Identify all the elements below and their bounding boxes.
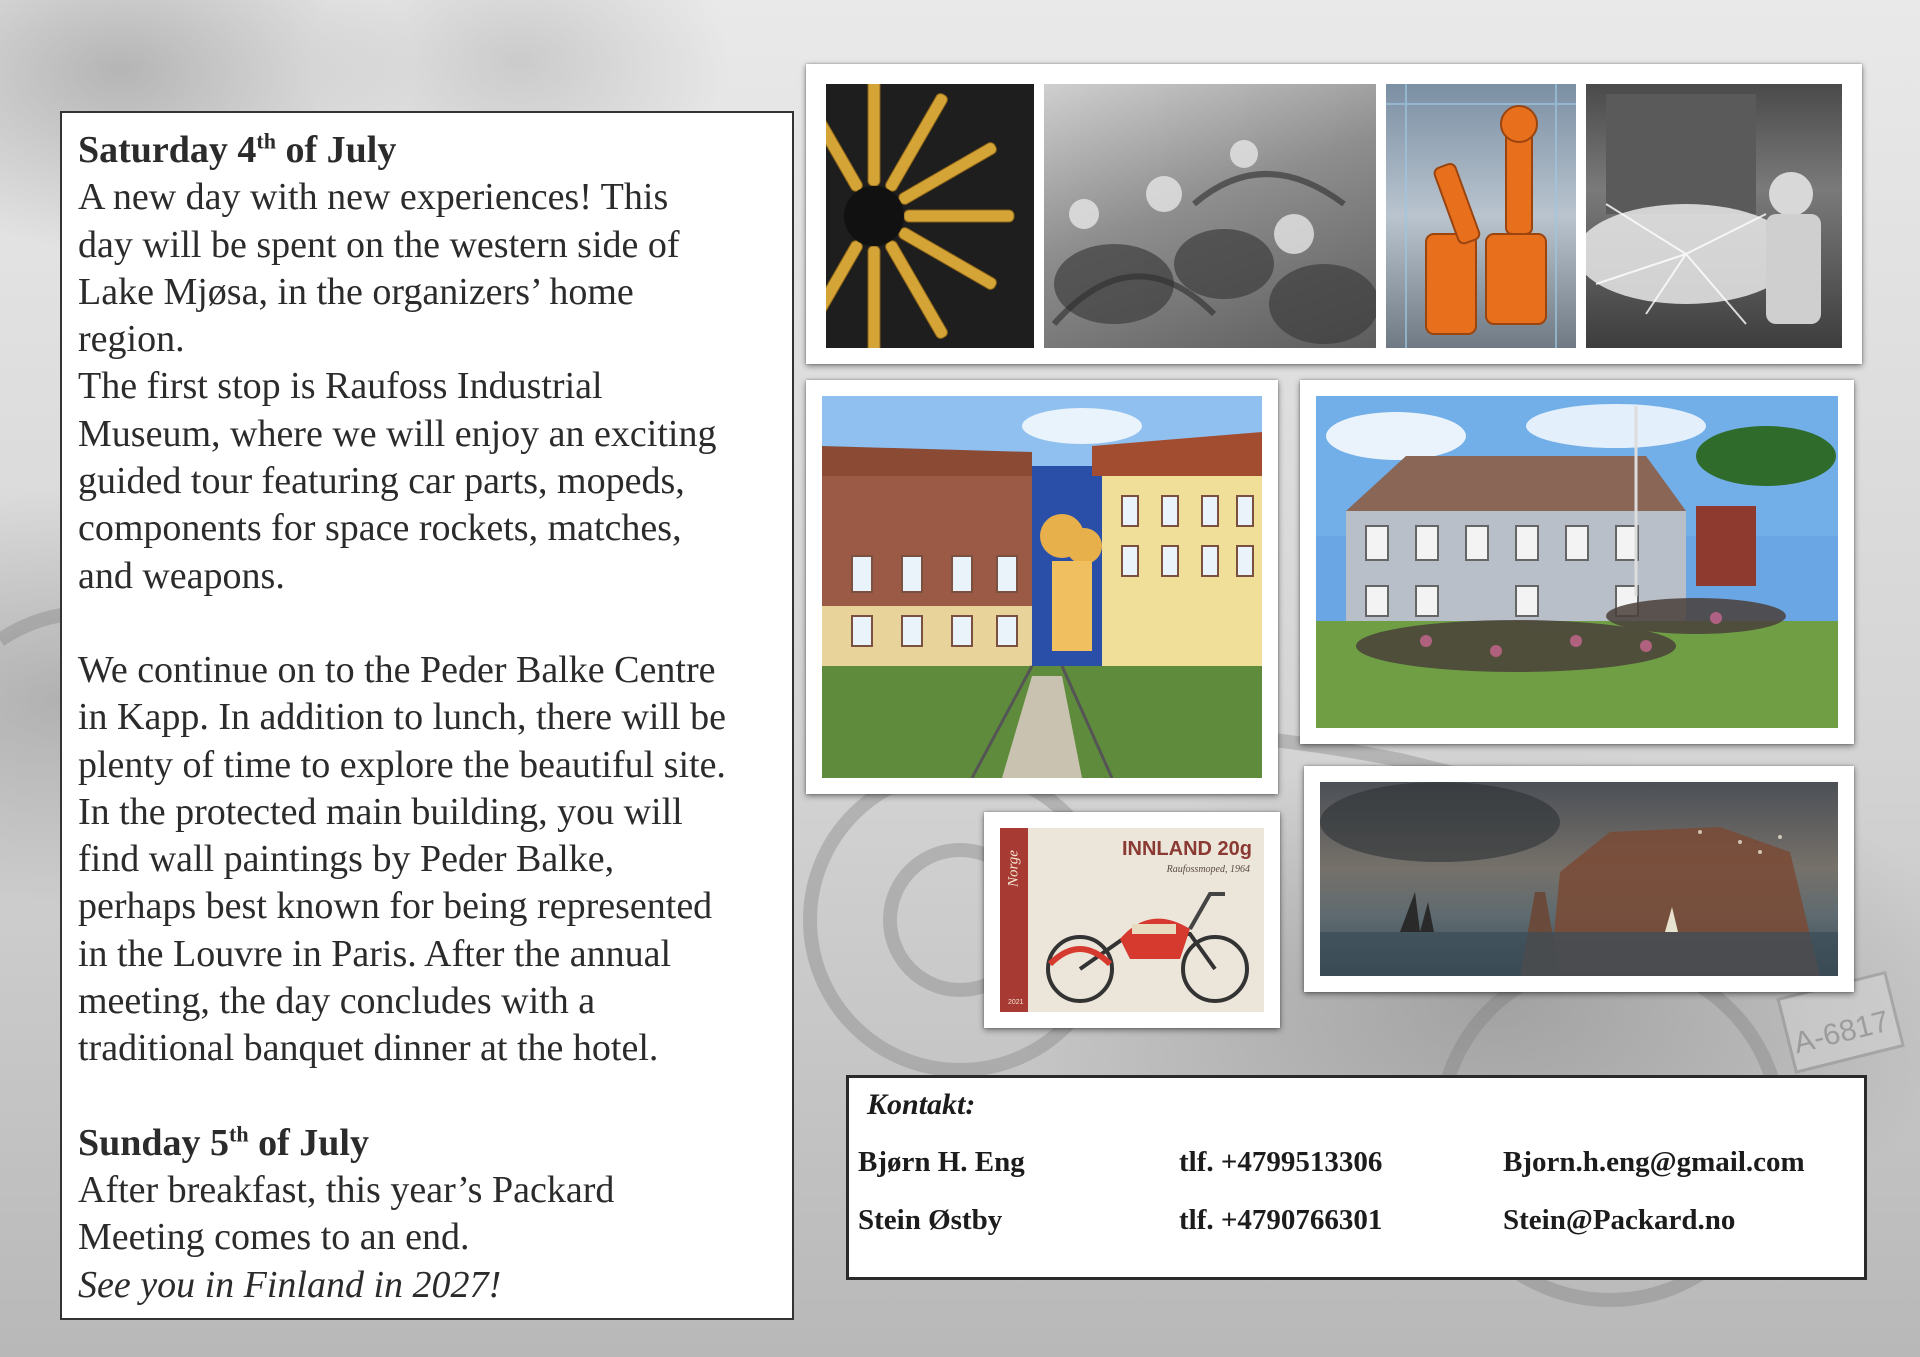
stamp-frame — [984, 812, 1280, 1028]
saturday-text-line: Lake Mjøsa, in the organizers’ home — [78, 270, 634, 313]
contact-name: Bjørn H. Eng — [858, 1146, 1025, 1178]
saturday-text-line: In the protected main building, you will — [78, 790, 683, 833]
saturday-text-line: perhaps best known for being represented — [78, 885, 713, 928]
saturday-text-line: traditional banquet dinner at the hotel. — [78, 1027, 659, 1070]
saturday-text-line: We continue on to the Peder Balke Centre — [78, 648, 716, 691]
saturday-text-line: in Kapp. In addition to lunch, there will be — [78, 696, 726, 739]
saturday-text-line: find wall paintings by Peder Balke, — [78, 838, 615, 881]
saturday-text-line: and weapons. — [78, 554, 285, 597]
balke-painting-frame — [1304, 766, 1854, 992]
saturday-text-line: day will be spent on the western side of — [78, 223, 680, 266]
saturday-text-line: components for space rockets, matches, — [78, 507, 682, 550]
program-text-box — [60, 111, 794, 1320]
saturday-text-line: in the Louvre in Paris. After the annual — [78, 932, 672, 975]
factory-workers-photo — [1044, 84, 1376, 348]
sunday-text-line: Meeting comes to an end. — [78, 1216, 470, 1259]
saturday-text-line: guided tour featuring car parts, mopeds, — [78, 460, 685, 503]
industrial-robots-photo — [1386, 84, 1576, 348]
contact-email[interactable]: Bjorn.h.eng@gmail.com — [1503, 1146, 1805, 1178]
saturday-text-line: The first stop is Raufoss Industrial — [78, 365, 603, 408]
contact-phone[interactable]: tlf. +4799513306 — [1179, 1146, 1383, 1178]
sunday-heading: Sunday 5th of July — [78, 1120, 369, 1164]
saturday-text-line: Museum, where we will enjoy an exciting — [78, 412, 717, 455]
foundry-worker-photo — [1586, 84, 1842, 348]
saturday-heading: Saturday 4th of July — [78, 128, 397, 171]
sunday-text-line: After breakfast, this year’s Packard — [78, 1168, 615, 1211]
saturday-text-line: region. — [78, 318, 185, 361]
stamp-caption-text: Raufossmoped, 1964 — [1166, 864, 1250, 875]
raufoss-museum-frame — [806, 380, 1278, 794]
saturday-text-line: plenty of time to explore the beautiful site. — [78, 743, 726, 786]
stamp-value-text: INNLAND 20g — [1121, 838, 1252, 860]
saturday-text-line: A new day with new experiences! This — [78, 176, 669, 219]
license-plate-text: A-6817 — [1790, 1004, 1893, 1061]
bullets-photo — [826, 84, 1034, 348]
closing-line: See you in Finland in 2027! — [78, 1263, 502, 1306]
saturday-text-line: meeting, the day concludes with a — [78, 980, 596, 1023]
contact-phone[interactable]: tlf. +4790766301 — [1179, 1204, 1383, 1236]
contact-email[interactable]: Stein@Packard.no — [1503, 1204, 1736, 1236]
stamp-year-text: 2021 — [1008, 999, 1024, 1006]
moped-stamp — [1000, 828, 1264, 1012]
peder-balke-centre-photo — [1316, 396, 1838, 728]
balke-painting — [1320, 782, 1838, 976]
contact-title: Kontakt: — [867, 1088, 976, 1121]
contact-box — [846, 1075, 1867, 1280]
raufoss-museum-photo — [822, 396, 1262, 778]
peder-balke-centre-frame — [1300, 380, 1854, 744]
stamp-country-text: Norge — [1005, 850, 1022, 887]
moped-illustration — [1040, 884, 1260, 1008]
industrial-photo-strip — [806, 64, 1862, 364]
contact-name: Stein Østby — [858, 1204, 1003, 1236]
